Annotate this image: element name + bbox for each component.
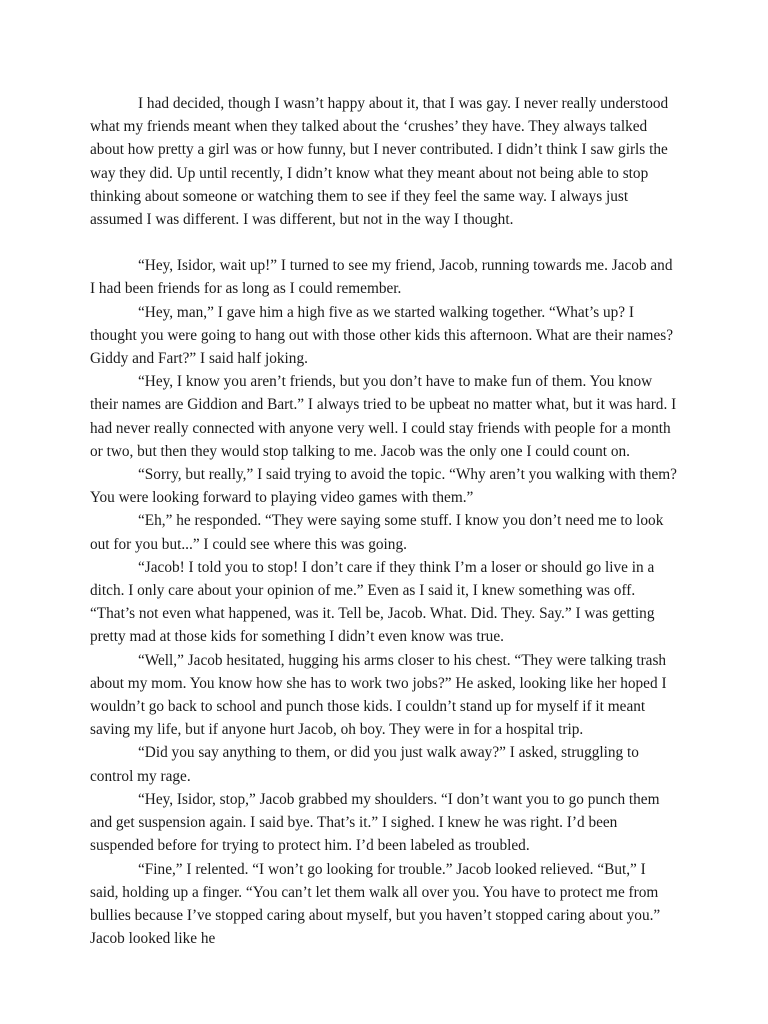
paragraph-1: I had decided, though I wasn’t happy about it, that I was gay. I never really understood what my friends meant when they talked about the ‘crushes’ they have. They always talked about how pretty a girl was or how funny, but I never contributed. I didn’t think I saw girls the way they did. Up until recently, I didn’t know what they meant about not being able to stop thinking about someone or watching them to see if they feel the same way. I always just assumed I was different. I was different, but not in the way I thought. bbox=[90, 95, 669, 229]
paragraph-4: “Hey, I know you aren’t friends, but you don’t have to make fun of them. You know their names are Giddion and Bart.” I always tried to be upbeat no matter what, but it was hard. I had never really connected with anyone very well. I could stay friends with people for a month or two, but then they would stop talking to me. Jacob was the only one I could count on. bbox=[90, 373, 677, 460]
paragraph-9: “Did you say anything to them, or did you just walk away?” I asked, struggling to control my rage. bbox=[90, 744, 639, 785]
paragraph-2: “Hey, Isidor, wait up!” I turned to see my friend, Jacob, running towards me. Jacob and I had been friends for as long as I could remember. bbox=[90, 257, 673, 298]
paragraph-10: “Hey, Isidor, stop,” Jacob grabbed my shoulders. “I don’t want you to go punch them and get suspension again. I said bye. That’s it.” I sighed. I knew he was right. I’d been suspended before for trying to protect him. I’d been labeled as troubled. bbox=[90, 790, 660, 855]
paragraph-11: “Fine,” I relented. “I won’t go looking for trouble.” Jacob looked relieved. “But,” I said, holding up a finger. “You can’t let them walk all over you. You have to protect me from bullies because I’ve stopped caring about myself, but you haven’t stopped caring about you.” Jacob looked like he bbox=[90, 860, 661, 948]
paragraph-8: “Well,” Jacob hesitated, hugging his arms closer to his chest. “They were talking trash about my mom. You know how she has to work two jobs?” He asked, looking like her hoped I wouldn’t go back to school and punch those kids. I couldn’t stand up for myself if it meant saving my life, but if anyone hurt Jacob, oh boy. They were in for a hospital trip. bbox=[90, 651, 667, 739]
paragraph-spacer bbox=[90, 231, 678, 254]
paragraph-7: “Jacob! I told you to stop! I don’t care if they think I’m a loser or should go live in a ditch. I only care about your opinion of me.” Even as I said it, I knew something was off. “That’s not even what happened, was it. Tell be, Jacob. What. Did. They. Say.” I was getting pretty mad at those kids for something I didn’t even know was true. bbox=[90, 558, 655, 646]
paragraph-6: “Eh,” he responded. “They were saying some stuff. I know you don’t need me to look out for you but...” I could see where this was going. bbox=[90, 512, 664, 553]
story-text bbox=[90, 92, 678, 950]
paragraph-5: “Sorry, but really,” I said trying to avoid the topic. “Why aren’t you walking with them? You were looking forward to playing video games with them.” bbox=[90, 466, 677, 507]
paragraph-3: “Hey, man,” I gave him a high five as we started walking together. “What’s up? I thought you were going to hang out with those other kids this afternoon. What are their names? Giddy and Fart?” I said half joking. bbox=[90, 303, 673, 368]
